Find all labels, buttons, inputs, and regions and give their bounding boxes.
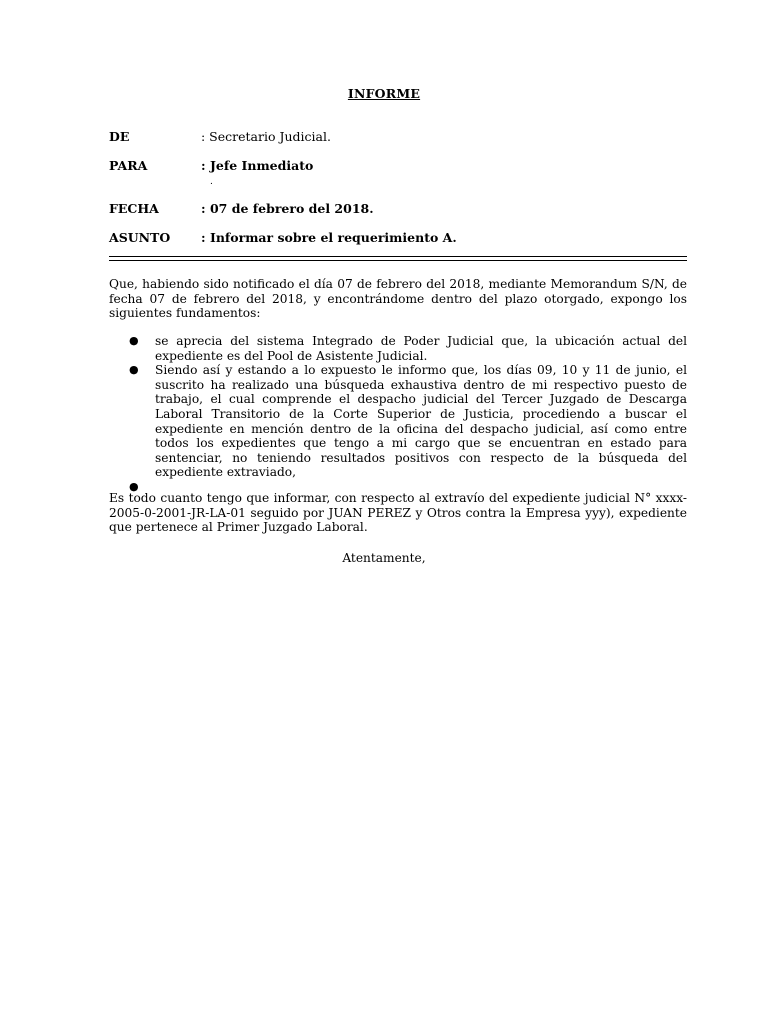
header-value-de: : Secretario Judicial. [201, 129, 331, 144]
header-rule-bottom [109, 260, 687, 261]
header-label-asunto: ASUNTO [109, 230, 171, 245]
header-label-fecha: FECHA [109, 201, 159, 216]
list-item-text: Siendo así y estando a lo expuesto le informo que, los días 09, 10 y 11 de junio, el suscrito ha realizado una búsqueda exhaustiva dentro de mi respectivo puesto de trabajo, el cual comprende el despacho judicial del Tercer Juzgado de Descarga Laboral Transitorio de la Corte Superior de Justicia, procediendo a buscar el expediente en mención dentro de la oficina del despacho judicial, así como entre todos los expedientes que tengo a mi cargo que se encuentran en estado para sentenciar, no teniendo resultados positivos con respecto de la búsqueda del expediente extraviado, [155, 363, 687, 480]
header-value-asunto: : Informar sobre el requerimiento A. [201, 230, 457, 245]
closing-salutation: Atentamente, [342, 551, 426, 565]
bullet-icon: ● [129, 479, 139, 493]
bullet-icon: ● [129, 363, 139, 377]
header-value-fecha: : 07 de febrero del 2018. [201, 201, 374, 216]
bullet-icon: ● [129, 334, 139, 347]
header-rule-top [109, 256, 687, 257]
list-item [109, 363, 687, 480]
fundamentos-list [109, 334, 687, 495]
header-value-para: : Jefe Inmediato [201, 158, 314, 173]
header-para-mark: . [210, 177, 213, 187]
header-label-de: DE [109, 129, 130, 144]
list-item-text: se aprecia del sistema Integrado de Poder Judicial que, la ubicación actual del expediente es del Pool de Asistente Judicial. [155, 334, 687, 363]
header-label-para: PARA [109, 158, 148, 173]
document-title: INFORME [347, 86, 421, 101]
list-item [109, 334, 687, 363]
intro-paragraph: Que, habiendo sido notificado el día 07 de febrero del 2018, mediante Memorandum S/N, de fecha 07 de febrero del 2018, y encontrándome dentro del plazo otorgado, expongo los siguientes fundamentos: [109, 277, 687, 321]
conclusion-paragraph: Es todo cuanto tengo que informar, con respecto al extravío del expediente judicial N° xxxx-2005-0-2001-JR-LA-01 seguido por JUAN PEREZ y Otros contra la Empresa yyy), expediente que pertenece al Primer Juzgado Laboral. [109, 491, 687, 535]
